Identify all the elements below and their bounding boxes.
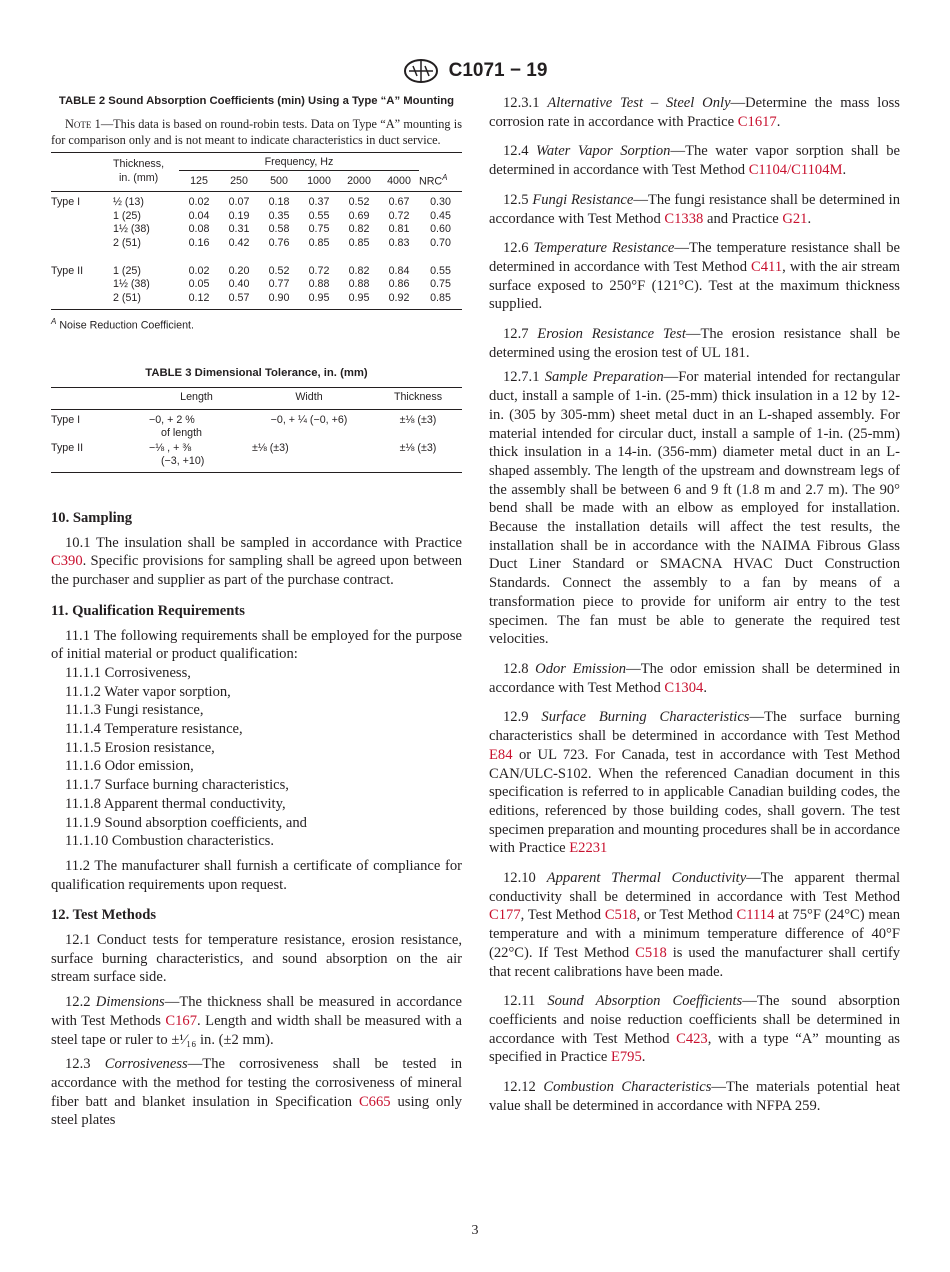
table-row <box>51 251 462 279</box>
link-c1304[interactable]: C1304 <box>664 679 704 696</box>
value-cell: 0.72 <box>388 209 410 222</box>
value-cell: 0.02 <box>188 196 210 209</box>
link-e2231[interactable]: E2231 <box>569 840 608 857</box>
value-cell: 0.67 <box>388 196 410 209</box>
table-row: Type II −⅛ , + ⅜ (−3, +10) ±⅛ (±3) ±⅛ (±3) <box>51 441 437 468</box>
thickness-cell: 1½ (38) <box>113 278 150 291</box>
left-column <box>51 94 462 1130</box>
para-12-9: 12.9 Surface Burning Characteristics—The surface burning characteristics shall be determined in accordance with Test Method E84 or UL 723. For Canada, test in accordance with Test Method CAN/ULC-S102. When the referenced Canadian document in this specification is referred to in applicable Canadian building codes, the editions, referenced by those building codes, shall govern. The test specimen preparation and mounting procedures shall be in accordance with Practice E2231 <box>489 709 900 857</box>
value-cell: 0.08 <box>188 223 210 236</box>
para-12-2: 12.2 Dimensions—The thickness shall be measured in accordance with Test Methods C167. Length and width shall be measured with a steel tape or ruler to ±¹⁄₁₆ in. (±2 mm). <box>51 994 463 1048</box>
para-10-1: 10.1 The insulation shall be sampled in accordance with Practice C390. Specific provisions for sampling shall be agreed upon between the purchaser and supplier as part of the purchase contract. <box>51 534 462 589</box>
value-cell: 0.88 <box>308 278 330 291</box>
list-item: 11.1.3 Fungi resistance, <box>65 702 204 719</box>
thickness-cell: ½ (13) <box>113 196 144 209</box>
link-c411[interactable]: C411 <box>751 258 783 275</box>
value-cell: 0.76 <box>268 236 290 249</box>
table-row <box>51 210 462 224</box>
value-cell: 0.35 <box>268 209 290 222</box>
value-cell: 0.04 <box>188 209 210 222</box>
nrc-header: $NRC^A$ <box>419 173 448 188</box>
para-12-7-1: 12.7.1 Sample Preparation—For material intended for rectangular duct, install a sample of 1-in. (25-mm) thick insulation in a 12 by 12-in. (305 by 305-mm) sheet metal duct in an L-shaped assembly. For material intended for circular duct, install a sample of 1-in. (25-mm) thick insulation in a 14-in. (356-mm) diameter metal duct in an L-shaped assembly. The length of the upstream and downstream legs of the assembly shall be between 6 and 9 ft (1.8 m and 2.7 m). The 90° bend shall be made with an elbow as employed for installation. Because the installation details will affect the test results, the installation shall be in accordance with the NAIMA Fibrous Glass Duct Liner Standard or SMACNA HVAC Duct Construction Standards. Connect the assembly to a fan by means of a transformation piece to provide for uniform air entry to the test specimen. The fan must be able to generate the required test velocities. <box>489 369 900 648</box>
link-c518-b[interactable]: C518 <box>635 944 667 961</box>
frequency-cell: 2000 <box>347 174 371 187</box>
value-cell: 0.55 <box>308 209 330 222</box>
para-12-3-1: 12.3.1 Alternative Test – Steel Only—Determine the mass loss corrosion rate in accordance with Practice C1617. <box>489 95 900 130</box>
frequency-header: Frequency, Hz <box>264 156 334 168</box>
table-row <box>51 278 462 292</box>
table3-caption: TABLE 3 Dimensional Tolerance, in. (mm) <box>145 366 368 379</box>
frequency-cell: 250 <box>230 174 248 187</box>
para-12-6: 12.6 Temperature Resistance—The temperature resistance shall be determined in accordance with Test Method C411, with the air stream surface exposed to 250°F (121°C). Test at the maximum thickness supplied. <box>489 240 901 313</box>
page-number: 3 <box>471 1223 479 1238</box>
table-row: Type I −0, + 2 % of length −0, + ¼ (−0, +6) ±⅛ (±3) <box>51 413 437 440</box>
link-c423[interactable]: C423 <box>676 1030 708 1047</box>
link-c167[interactable]: C167 <box>165 1012 197 1029</box>
para-12-3: 12.3 Corrosiveness—The corrosiveness shall be tested in accordance with the method for testing the corrosiveness of mineral fiber batt and blanket insulation in Specification C665 using only steel plates <box>51 1056 463 1129</box>
value-cell: 0.40 <box>228 278 250 291</box>
table2: Thickness, in. (mm) Frequency, Hz $NRC^A$ 125 250 500 1000 2000 4000 Type I ½ (13) 0.02 0.07 0.18 0.37 0.52 0.67 0.30 1 (25) 0.04 0.19 0.35 0.55 0.69 0.72 0.45 1½ (38) 0.08 0.31 0.58 0.75 0.82 0.81 0.60 2 (51) 0.16 0.42 0.76 0.85 0.85 0.83 0.70 Type II 1 (25) 0.02 0.20 0.52 0.72 0.82 0.84 0.55 1½ (38) 0.05 0.40 0.77 0.88 0.88 0.86 0.75 2 (51) 0.12 0.57 0.90 0.95 0.95 0.92 0.85 <box>51 152 462 309</box>
right-column <box>489 94 900 1115</box>
link-e84[interactable]: E84 <box>489 746 513 763</box>
para-12-10: 12.10 Apparent Thermal Conductivity—The apparent thermal conductivity shall be determined in accordance with Test Method C177, Test Method C518, or Test Method C1114 at 75°F (24°C) mean temperature and with a minimum temperature difference of 40°F (22°C). If Test Method C518 is used the manufacturer shall certify that recent calibrations have been made. <box>489 870 901 980</box>
list-item: 11.1.6 Odor emission, <box>65 758 194 775</box>
para-12-5: 12.5 Fungi Resistance—The fungi resistance shall be determined in accordance with Test Method C1338 and Practice G21. <box>489 191 900 227</box>
value-cell: 0.84 <box>388 264 410 277</box>
thickness-cell: 2 (51) <box>113 236 141 249</box>
link-c177[interactable]: C177 <box>489 907 521 924</box>
link-c1617[interactable]: C1617 <box>737 113 777 130</box>
value-cell: 0.57 <box>228 291 250 304</box>
table-row <box>51 292 462 306</box>
list-item: 11.1.5 Erosion resistance, <box>65 739 215 756</box>
frequency-cell: 500 <box>270 174 288 187</box>
value-cell: 0.19 <box>228 209 250 222</box>
value-cell: 0.42 <box>228 236 250 249</box>
type-cell <box>51 278 113 292</box>
table2-caption: TABLE 2 Sound Absorption Coefficients (min) Using a Type “A” Mounting <box>58 95 455 107</box>
value-cell: 0.52 <box>268 264 290 277</box>
thickness-header: Thickness, <box>113 158 165 170</box>
frequency-row <box>179 170 419 192</box>
astm-logo-icon <box>403 58 439 84</box>
table-row <box>51 237 462 251</box>
list-item: 11.1.9 Sound absorption coefficients, and <box>65 814 307 831</box>
table-row <box>51 192 462 210</box>
nrc-cell: 0.30 <box>430 196 451 209</box>
designation: C1071 − 19 <box>448 60 548 81</box>
link-c1104[interactable]: C1104/C1104M <box>748 162 843 179</box>
value-cell: 0.82 <box>348 264 370 277</box>
nrc-cell: 0.45 <box>430 209 451 222</box>
para-12-12: 12.12 Combustion Characteristics—The materials potential heat value shall be determined in accordance with NFPA 259. <box>489 1079 901 1114</box>
list-item: 11.1.10 Combustion characteristics. <box>65 833 275 850</box>
link-c390[interactable]: C390 <box>51 553 83 570</box>
type-cell <box>51 292 113 306</box>
nrc-cell: 0.70 <box>430 236 451 249</box>
qualification-list <box>51 664 462 851</box>
list-item: 11.1.4 Temperature resistance, <box>65 721 243 738</box>
value-cell: 0.52 <box>348 196 370 209</box>
frequency-cell: 125 <box>190 174 208 187</box>
section-11-heading: 11. Qualification Requirements <box>51 602 245 619</box>
value-cell: 0.95 <box>348 291 370 304</box>
value-cell: 0.72 <box>308 264 330 277</box>
value-cell: 0.88 <box>348 278 370 291</box>
link-c1114[interactable]: C1114 <box>736 907 775 924</box>
value-cell: 0.83 <box>388 236 410 249</box>
para-12-8: 12.8 Odor Emission—The odor emission shall be determined in accordance with Test Method C1304. <box>489 660 900 696</box>
link-g21[interactable]: G21 <box>782 210 808 227</box>
table3 <box>51 387 462 469</box>
para-11-1: 11.1 The following requirements shall be employed for the purpose of initial material or product qualification: <box>51 627 462 663</box>
thickness-cell: 2 (51) <box>113 291 141 304</box>
value-cell: 0.58 <box>268 223 290 236</box>
thickness-header-t3: Thickness <box>393 390 443 403</box>
table-row <box>51 223 462 237</box>
section-12-heading: 12. Test Methods <box>51 907 157 924</box>
value-cell: 0.95 <box>308 291 330 304</box>
frequency-cell: 1000 <box>307 174 331 187</box>
value-cell: 0.81 <box>388 223 410 236</box>
frequency-cell: 4000 <box>387 174 411 187</box>
table2-note: Note 1—This data is based on round-robin tests. Data on Type “A” mounting is for comparison only and is not meant to indicate characteristics in duct service. <box>51 117 462 147</box>
link-c518[interactable]: C518 <box>604 907 637 924</box>
para-12-4: 12.4 Water Vapor Sorption—The water vapor sorption shall be determined in accordance with Test Method C1104/C1104M. <box>489 143 900 179</box>
value-cell: 0.90 <box>268 291 290 304</box>
section-10-heading: 10. Sampling <box>51 509 133 526</box>
value-cell: 0.20 <box>228 264 250 277</box>
width-header: Width <box>295 390 323 403</box>
list-item: 11.1.1 Corrosiveness, <box>65 664 191 681</box>
value-cell: 0.37 <box>308 196 330 209</box>
value-cell: 0.92 <box>388 291 410 304</box>
para-11-2: 11.2 The manufacturer shall furnish a certificate of compliance for qualification requirements upon request. <box>51 857 462 893</box>
type-cell: Type II <box>51 264 84 277</box>
nrc-cell: 0.75 <box>430 278 451 291</box>
value-cell: 0.85 <box>308 236 330 249</box>
thickness-cell: 1 (25) <box>113 209 141 222</box>
link-c665[interactable]: C665 <box>358 1093 391 1110</box>
link-c1338[interactable]: C1338 <box>664 210 704 227</box>
table2-footnote: $^A$ Noise Reduction Coefficient. <box>51 317 194 332</box>
type-cell <box>51 237 113 251</box>
thickness-cell: 1 (25) <box>113 264 141 277</box>
value-cell: 0.12 <box>188 291 210 304</box>
value-cell: 0.85 <box>348 236 370 249</box>
value-cell: 0.16 <box>188 236 210 249</box>
para-12-11: 12.11 Sound Absorption Coefficients—The sound absorption coefficients and noise reduction coefficients shall be determined in accordance with Test Method C423, with a type “A” mounting as specified in Practice E795. <box>489 993 900 1066</box>
para-12-7: 12.7 Erosion Resistance Test—The erosion resistance shall be determined using the erosion test of UL 181. <box>489 326 900 361</box>
value-cell: 0.77 <box>268 278 290 291</box>
value-cell: 0.69 <box>348 209 370 222</box>
type-cell: Type I <box>51 196 81 209</box>
list-item: 11.1.7 Surface burning characteristics, <box>65 777 289 794</box>
value-cell: 0.82 <box>348 223 370 236</box>
nrc-cell: 0.55 <box>430 264 451 277</box>
value-cell: 0.02 <box>188 264 210 277</box>
type-cell <box>51 223 113 237</box>
value-cell: 0.05 <box>188 278 210 291</box>
link-e795[interactable]: E795 <box>610 1049 642 1066</box>
value-cell: 0.31 <box>228 223 250 236</box>
type-cell <box>51 210 113 224</box>
list-item: 11.1.8 Apparent thermal conductivity, <box>65 795 286 812</box>
page-header <box>0 58 950 84</box>
value-cell: 0.18 <box>268 196 290 209</box>
list-item: 11.1.2 Water vapor sorption, <box>65 683 231 700</box>
thickness-cell: 1½ (38) <box>113 223 150 236</box>
nrc-cell: 0.60 <box>430 223 451 236</box>
length-header: Length <box>180 390 213 403</box>
nrc-cell: 0.85 <box>430 291 451 304</box>
para-12-1: 12.1 Conduct tests for temperature resistance, erosion resistance, surface burning characteristics, and sound absorption on the air stream surface side. <box>51 932 462 986</box>
value-cell: 0.86 <box>388 278 410 291</box>
value-cell: 0.75 <box>308 223 330 236</box>
value-cell: 0.07 <box>228 196 250 209</box>
